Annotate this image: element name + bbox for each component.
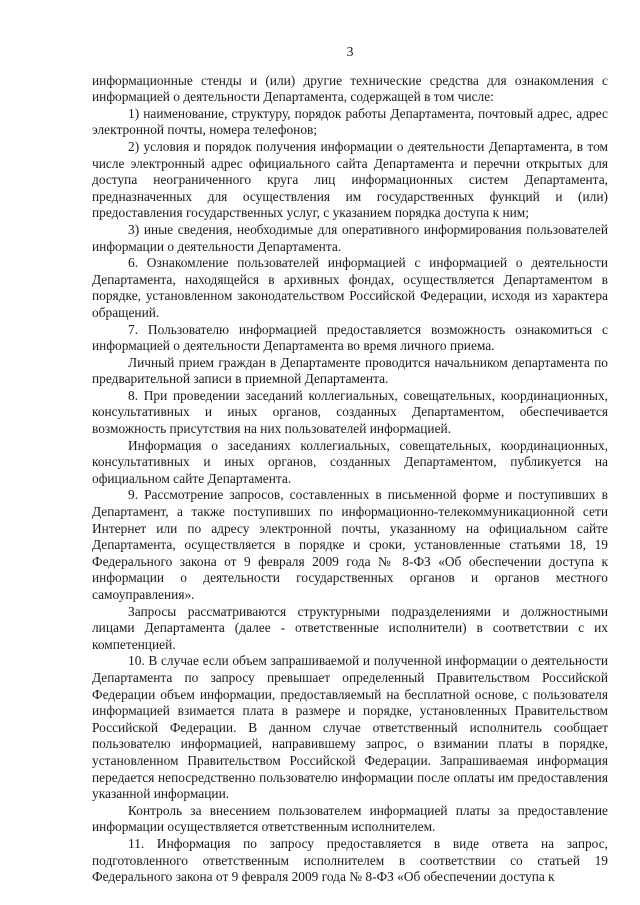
paragraph-6: 6. Ознакомление пользователей информацией с информацией о деятельности Департамента, находящейся в архивных фондах, осуществляется Департаментом в порядке, установленном законодательством Российской Федерации, исходя из характера обращений. — [92, 255, 608, 320]
list-item-3: 3) иные сведения, необходимые для оперативного информирования пользователей информации о деятельности Департамента. — [92, 221, 608, 254]
paragraph-11: 11. Информация по запросу предоставляется в виде ответа на запрос, подготовленного ответственным исполнителем в соответствии со статьей 19 Федерального закона от 9 февраля 2009 года № 8-ФЗ «Об обеспечении доступа к — [92, 835, 608, 885]
paragraph-personal-reception: Личный прием граждан в Департаменте проводится начальником департамента по предварительной записи в приемной Департамента. — [92, 354, 608, 387]
paragraph-10: 10. В случае если объем запрашиваемой и полученной информации о деятельности Департамента по запросу превышает определенный Правительством Российской Федерации объем информации, предоставляемый на бесплатной основе, с пользователя информацией взимается плата в размере и порядке, установленных Правительством Российской Федерации. В данном случае ответственный исполнитель сообщает пользователю информацией, направившему запрос, о взимании платы в порядке, установленном Правительством Российской Федерации. Запрашиваемая информация передается непосредственно пользователю информации после оплаты им предоставления указанной информации. — [92, 653, 608, 802]
list-item-2: 2) условия и порядок получения информации о деятельности Департамента, в том числе электронный адрес официального сайта Департамента и перечни открытых для доступа неограниченного круга лиц информационных систем Департамента, предназначенных для осуществления им государственных функций и (или) предоставления государственных услуг, с указанием порядка доступа к ним; — [92, 138, 608, 221]
paragraph-intro-continued: информационные стенды и (или) другие технические средства для ознакомления с информацией о деятельности Департамента, содержащей в том числе: — [92, 72, 608, 105]
list-item-1: 1) наименование, структуру, порядок работы Департамента, почтовый адрес, адрес электронной почты, номера телефонов; — [92, 105, 608, 138]
paragraph-requests-review: Запросы рассматриваются структурными подразделениями и должностными лицами Департамента (далее - ответственные исполнители) в соответствии с их компетенцией. — [92, 603, 608, 652]
paragraph-meetings-info: Информация о заседаниях коллегиальных, совещательных, координационных, консультативных и иных органов, созданных Департаментом, публикуется на официальном сайте Департамента. — [92, 437, 608, 486]
paragraph-9: 9. Рассмотрение запросов, составленных в письменной форме и поступивших в Департамент, а также поступивших по информационно-телекоммуникационной сети Интернет или по адресу электронной почты, указанному на официальном сайте Департамента, осуществляется в порядке и сроки, установленные статьями 18, 19 Федерального закона от 9 февраля 2009 года № 8-ФЗ «Об обеспечении доступа к информации о деятельности государственных органов и органов местного самоуправления». — [92, 487, 608, 602]
page-number: 3 — [346, 45, 354, 60]
paragraph-7: 7. Пользователю информацией предоставляется возможность ознакомиться с информацией о деятельности Департамента во время личного приема. — [92, 321, 608, 354]
paragraph-8: 8. При проведении заседаний коллегиальных, совещательных, координационных, консультативных и иных органов, созданных Департаментом, обеспечивается возможность присутствия на них пользователей информацией. — [92, 387, 608, 437]
paragraph-payment-control: Контроль за внесением пользователем информацией платы за предоставление информации осуществляется ответственным исполнителем. — [92, 802, 608, 835]
document-body — [92, 73, 608, 886]
